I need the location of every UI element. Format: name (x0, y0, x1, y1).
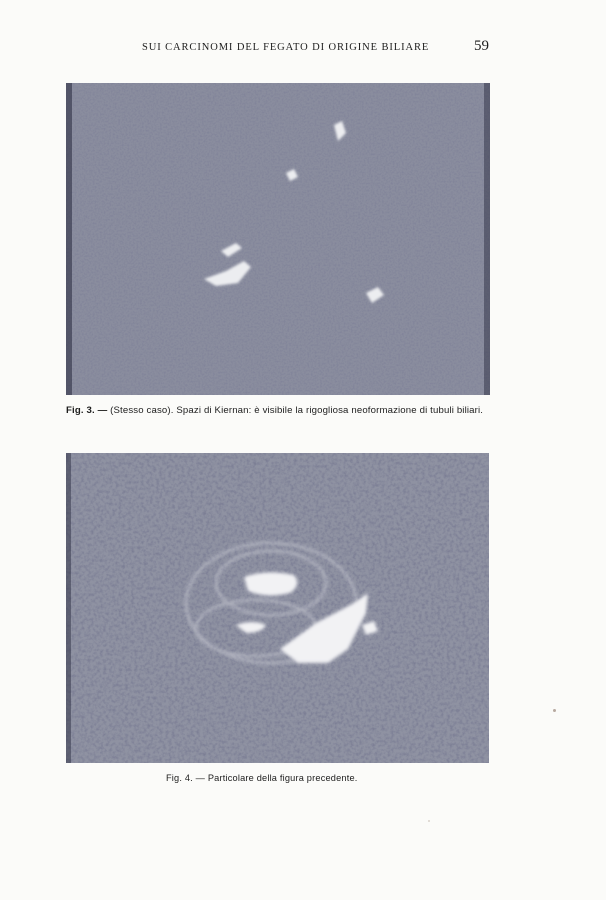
figure-4-micrograph (66, 453, 489, 763)
figure-4-caption (166, 773, 358, 783)
paper-speck (553, 709, 556, 712)
paper-speck (428, 820, 430, 822)
running-title: SUI CARCINOMI DEL FEGATO DI ORIGINE BILIARE (142, 42, 430, 53)
figure-4-caption-text: Particolare della figura precedente. (207, 773, 358, 783)
figure-3-caption-text: (Stesso caso). Spazi di Kiernan: è visibile la rigogliosa neoformazione di tubuli biliari. (110, 405, 484, 416)
micrograph-liver-tissue-detail-image (66, 453, 489, 763)
figure-3-micrograph (66, 83, 490, 395)
running-head (0, 38, 606, 58)
page-number: 59 (474, 38, 489, 54)
figure-3-label: Fig. 3. — (66, 405, 108, 416)
micrograph-liver-tissue-image (66, 83, 490, 395)
figure-3-caption (66, 405, 483, 416)
figure-4-label: Fig. 4. — (166, 773, 206, 783)
